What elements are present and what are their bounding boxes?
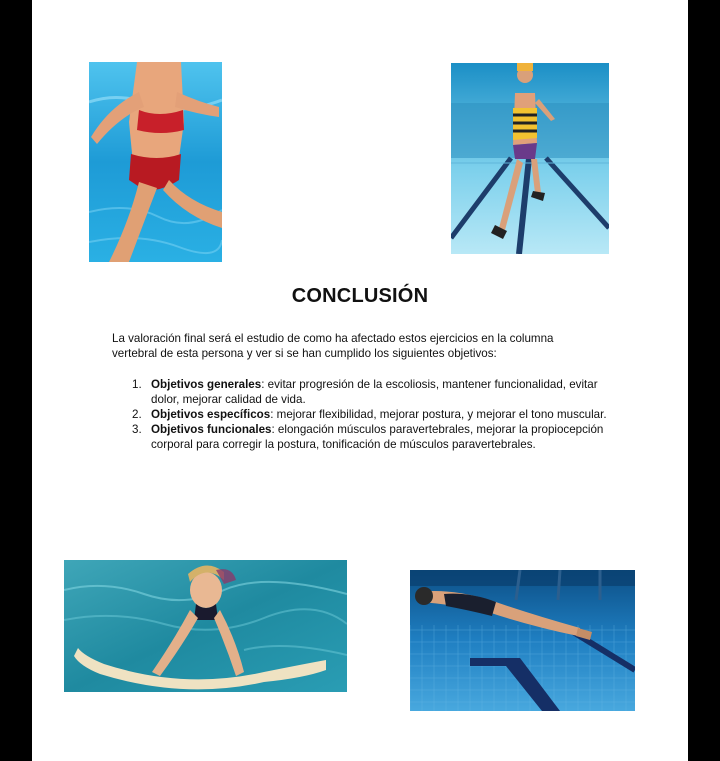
objective-label: Objetivos específicos	[151, 408, 271, 421]
document-page	[32, 0, 688, 761]
intro-paragraph: La valoración final será el estudio de como ha afectado estos ejercicios en la columna vertebral de esta persona y ver si se han cumplido los siguientes objetivos:	[112, 332, 554, 360]
objective-item-functional	[112, 422, 612, 452]
objective-label: Objetivos generales	[151, 378, 262, 391]
photo-aqua-jogging-pool-lanes	[451, 63, 609, 254]
objective-label: Objetivos funcionales	[151, 423, 272, 436]
list-number: 1.	[132, 378, 142, 391]
objectives-list	[112, 377, 612, 452]
page-title: CONCLUSIÓN	[291, 285, 429, 307]
list-number: 3.	[132, 423, 142, 436]
objective-item-specific	[112, 407, 612, 422]
objective-item-general	[112, 377, 612, 407]
photo-woman-with-pool-noodle	[64, 560, 347, 692]
objective-text: : elongación músculos paravertebrales, mejorar la propiocepción corporal para corregir la postura, tonificación de músculos paravertebrales.	[151, 423, 604, 451]
photo-swimmer-underwater	[410, 570, 635, 711]
list-number: 2.	[132, 408, 142, 421]
objective-text: : evitar progresión de la escoliosis, mantener funcionalidad, evitar dolor, mejorar calidad de vida.	[151, 378, 598, 406]
photo-woman-red-bikini-underwater	[89, 62, 222, 262]
objective-text: : mejorar flexibilidad, mejorar postura, y mejorar el tono muscular.	[270, 408, 607, 421]
